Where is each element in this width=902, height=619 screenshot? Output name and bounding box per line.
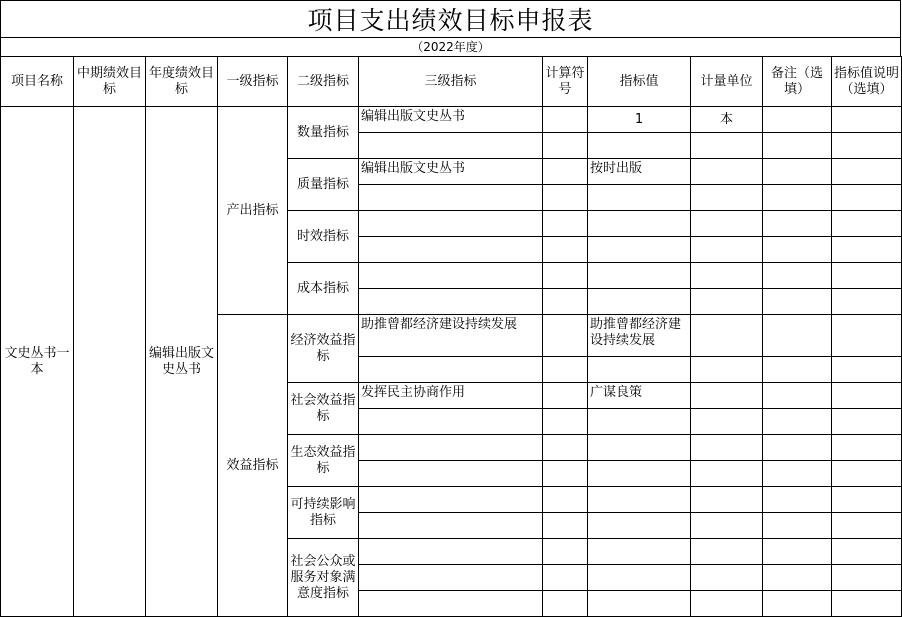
calc-symbol-cell [543, 565, 588, 591]
annual-goal-cell: 编辑出版文史丛书 [146, 107, 218, 617]
level3-cell [359, 237, 543, 263]
level2-ecological: 生态效益指标 [288, 435, 359, 487]
remark-cell [763, 159, 832, 185]
unit-cell [691, 383, 763, 409]
year-label: （2022年度） [0, 37, 901, 57]
level2-timeliness: 时效指标 [288, 211, 359, 263]
calc-symbol-cell [543, 591, 588, 617]
value-cell: 1 [588, 107, 691, 133]
unit-cell: 本 [691, 107, 763, 133]
header-value: 指标值 [588, 57, 691, 107]
remark-cell [763, 565, 832, 591]
level2-quantity: 数量指标 [288, 107, 359, 159]
value-cell [588, 133, 691, 159]
calc-symbol-cell [543, 263, 588, 289]
header-annual-goal: 年度绩效目标 [146, 57, 218, 107]
unit-cell [691, 565, 763, 591]
value-cell [588, 289, 691, 315]
desc-cell [832, 487, 902, 513]
unit-cell [691, 591, 763, 617]
remark-cell [763, 185, 832, 211]
desc-cell [832, 409, 902, 435]
value-cell: 按时出版 [588, 159, 691, 185]
unit-cell [691, 133, 763, 159]
remark-cell [763, 487, 832, 513]
desc-cell [832, 513, 902, 539]
level2-sustainable: 可持续影响指标 [288, 487, 359, 539]
header-level2: 二级指标 [288, 57, 359, 107]
level3-cell [359, 357, 543, 383]
unit-cell [691, 211, 763, 237]
calc-symbol-cell [543, 513, 588, 539]
level3-cell [359, 435, 543, 461]
level2-social: 社会效益指标 [288, 383, 359, 435]
desc-cell [832, 159, 902, 185]
remark-cell [763, 315, 832, 357]
desc-cell [832, 263, 902, 289]
calc-symbol-cell [543, 383, 588, 409]
value-cell [588, 237, 691, 263]
remark-cell [763, 133, 832, 159]
level3-cell [359, 263, 543, 289]
level3-cell: 编辑出版文史丛书 [359, 159, 543, 185]
calc-symbol-cell [543, 487, 588, 513]
desc-cell [832, 211, 902, 237]
level3-cell [359, 409, 543, 435]
calc-symbol-cell [543, 237, 588, 263]
unit-cell [691, 487, 763, 513]
unit-cell [691, 159, 763, 185]
level3-cell [359, 487, 543, 513]
desc-cell [832, 357, 902, 383]
level1-benefit: 效益指标 [218, 315, 288, 617]
performance-table [0, 56, 902, 617]
desc-cell [832, 435, 902, 461]
level2-cost: 成本指标 [288, 263, 359, 315]
calc-symbol-cell [543, 185, 588, 211]
value-cell [588, 461, 691, 487]
value-cell [588, 513, 691, 539]
value-cell [588, 357, 691, 383]
project-name-cell: 文史丛书一本 [1, 107, 74, 617]
unit-cell [691, 263, 763, 289]
desc-cell [832, 539, 902, 565]
remark-cell [763, 539, 832, 565]
desc-cell [832, 289, 902, 315]
remark-cell [763, 409, 832, 435]
desc-cell [832, 591, 902, 617]
level3-cell [359, 565, 543, 591]
level3-cell [359, 289, 543, 315]
value-cell [588, 487, 691, 513]
remark-cell [763, 461, 832, 487]
header-level3: 三级指标 [359, 57, 543, 107]
header-row [1, 57, 902, 107]
unit-cell [691, 409, 763, 435]
desc-cell [832, 461, 902, 487]
desc-cell [832, 383, 902, 409]
value-cell: 助推曾都经济建设持续发展 [588, 315, 691, 357]
level3-cell: 发挥民主协商作用 [359, 383, 543, 409]
level3-cell [359, 211, 543, 237]
unit-cell [691, 315, 763, 357]
level3-cell [359, 591, 543, 617]
table-row [1, 107, 902, 133]
unit-cell [691, 237, 763, 263]
level3-cell [359, 133, 543, 159]
calc-symbol-cell [543, 159, 588, 185]
level3-cell: 助推曾都经济建设持续发展 [359, 315, 543, 357]
calc-symbol-cell [543, 357, 588, 383]
remark-cell [763, 263, 832, 289]
value-cell [588, 539, 691, 565]
remark-cell [763, 289, 832, 315]
level1-output: 产出指标 [218, 107, 288, 315]
level2-satisfaction: 社会公众或服务对象满意度指标 [288, 539, 359, 617]
level2-economic: 经济效益指标 [288, 315, 359, 383]
value-cell [588, 435, 691, 461]
calc-symbol-cell [543, 289, 588, 315]
value-cell [588, 591, 691, 617]
value-cell [588, 565, 691, 591]
desc-cell [832, 565, 902, 591]
level2-quality: 质量指标 [288, 159, 359, 211]
desc-cell [832, 237, 902, 263]
remark-cell [763, 107, 832, 133]
header-desc: 指标值说明（选填） [832, 57, 902, 107]
header-calc-symbol: 计算符号 [543, 57, 588, 107]
remark-cell [763, 211, 832, 237]
value-cell [588, 409, 691, 435]
unit-cell [691, 289, 763, 315]
calc-symbol-cell [543, 133, 588, 159]
remark-cell [763, 357, 832, 383]
calc-symbol-cell [543, 409, 588, 435]
level3-cell [359, 185, 543, 211]
level3-cell [359, 513, 543, 539]
desc-cell [832, 133, 902, 159]
value-cell [588, 211, 691, 237]
calc-symbol-cell [543, 539, 588, 565]
page-title: 项目支出绩效目标申报表 [0, 0, 901, 38]
midterm-goal-cell [74, 107, 146, 617]
calc-symbol-cell [543, 211, 588, 237]
level3-cell [359, 539, 543, 565]
unit-cell [691, 435, 763, 461]
unit-cell [691, 513, 763, 539]
calc-symbol-cell [543, 315, 588, 357]
header-project-name: 项目名称 [1, 57, 74, 107]
header-remark: 备注（选填） [763, 57, 832, 107]
remark-cell [763, 435, 832, 461]
desc-cell [832, 315, 902, 357]
calc-symbol-cell [543, 461, 588, 487]
unit-cell [691, 357, 763, 383]
header-unit: 计量单位 [691, 57, 763, 107]
remark-cell [763, 237, 832, 263]
calc-symbol-cell [543, 435, 588, 461]
unit-cell [691, 461, 763, 487]
value-cell [588, 263, 691, 289]
remark-cell [763, 383, 832, 409]
desc-cell [832, 185, 902, 211]
value-cell [588, 185, 691, 211]
remark-cell [763, 591, 832, 617]
value-cell: 广谋良策 [588, 383, 691, 409]
unit-cell [691, 539, 763, 565]
unit-cell [691, 185, 763, 211]
calc-symbol-cell [543, 107, 588, 133]
level3-cell: 编辑出版文史丛书 [359, 107, 543, 133]
desc-cell [832, 107, 902, 133]
remark-cell [763, 513, 832, 539]
header-level1: 一级指标 [218, 57, 288, 107]
level3-cell [359, 461, 543, 487]
header-midterm-goal: 中期绩效目标 [74, 57, 146, 107]
